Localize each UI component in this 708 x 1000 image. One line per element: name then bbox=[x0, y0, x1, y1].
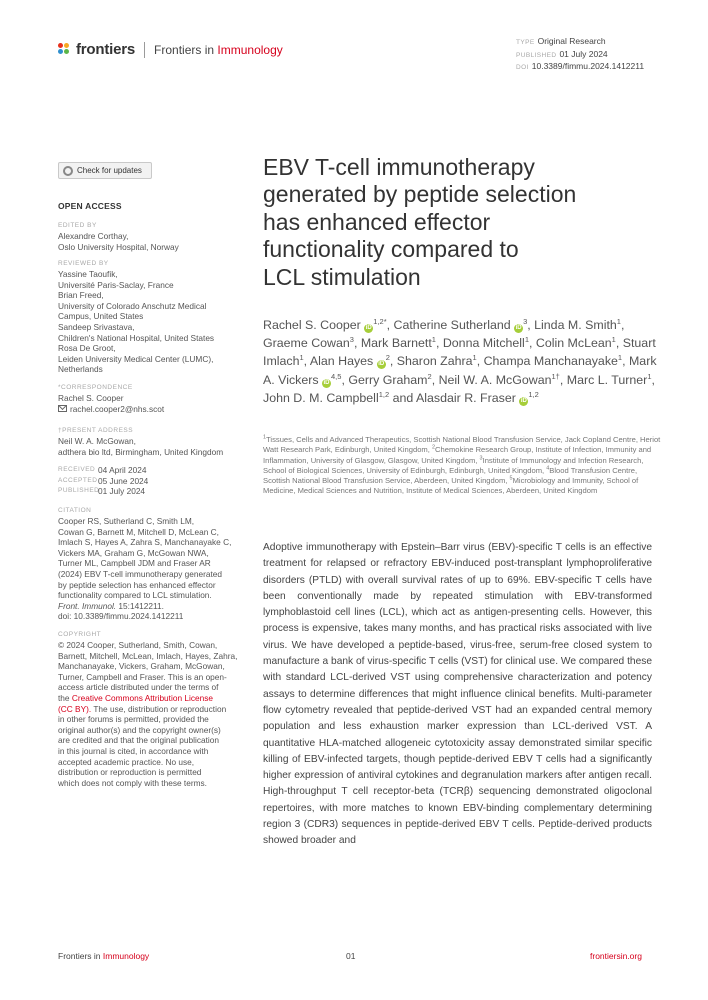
affiliation-sup: 4 bbox=[546, 465, 550, 472]
author-name[interactable]: Graeme Cowan bbox=[263, 336, 350, 351]
reviewers: Yassine Taoufik, Université Paris-Saclay, France Brian Freed, University of Colorado Anschutz Medical Campus, United States Sandeep Srivastava, Children's National Hospital, United States Rosa De Groot, Leiden University Medical Center (LUMC), Netherlands bbox=[58, 269, 215, 375]
affiliation-text: Blood Transfusion Centre, Scottish National Blood Transfusion Service, Aberdeen, United Kingdom, bbox=[263, 465, 638, 486]
author-affiliation-sup: 1 bbox=[472, 353, 477, 363]
affiliation-sup: 2 bbox=[431, 444, 436, 451]
meta-doi: DOI 10.3389/fimmu.2024.1412211 bbox=[516, 61, 645, 71]
abstract: Adoptive immunotherapy with Epstein–Barr virus (EBV)-specific T cells is an effective treatment for relapsed or refractory EBV-induced post-transplant lymphoproliferative disorders (PTLD) with overall survival rates of up to 69%. EBV-specific T cells have been conventionally made by repeated stimulation with EBV-transformed lymphoblastoid cell lines (LCL), which act as antigen-presenting cells. However, this process is expensive, takes many months, and has practical risks associated with live virus. We have developed a peptide-based, virus-free, serum-free closed system to manufacture a bank of virus-specific T cells (VST) for clinical use. We compared these with standard LCL-derived VST using comprehensive characterization and potency assays to determine differences that might influence clinical benefits. Multi-parameter flow cytometry revealed that peptide-derived VST had an expanded central memory population and less exhaustion marker expression than LCL-derived VST. A quantitative HLA-matched allogeneic cytotoxicity assay demonstrated similar specific killing of EBV-infected targets, though peptide-derived EBV T cells had a significantly higher expression of antiviral cytokines and degranulation markers after antigen recall. High-throughput T cell receptor-beta (TCRβ) sequencing demonstrated oligoclonal repertoires, with more matches to known EBV-binding complementary determining region 3 (CDR3) sequences in peptide-derived EBV T cells. Peptide-derived products showed broader and bbox=[263, 542, 652, 847]
license-link[interactable]: Creative Commons Attribution License bbox=[71, 692, 213, 703]
affiliation-sup: 3 bbox=[479, 455, 483, 462]
author-name[interactable]: Neil W. A. McGowan bbox=[438, 372, 552, 387]
check-for-updates-button[interactable] bbox=[58, 162, 152, 179]
author-name[interactable]: Sharon Zahra bbox=[396, 354, 473, 369]
author-name[interactable]: Mark Barnett bbox=[360, 336, 432, 351]
refresh-icon bbox=[63, 166, 73, 176]
affiliation-text: Tissues, Cells and Advanced Therapeutics, Scottish National Blood Transfusion Service, Jack Copland Centre, Heriot Watt Research Park, Edinburgh, United Kingdom, bbox=[263, 435, 661, 455]
author-name[interactable]: Colin McLean bbox=[535, 336, 612, 351]
author-affiliation-sup: 1,2* bbox=[373, 316, 387, 326]
check-for-updates-label: Check for updates bbox=[77, 166, 142, 175]
author-name[interactable]: Mark A. Vickers bbox=[263, 354, 657, 387]
author-affiliation-sup: 2 bbox=[427, 371, 432, 381]
journal-title: Immunology bbox=[217, 42, 283, 57]
correspondence-section: *CORRESPONDENCE Rachel S. Cooper rachel.cooper2@nhs.scot bbox=[58, 383, 240, 414]
author-list: Rachel S. Cooper $iD^{1,2*}$, Catherine Sutherland $iD^3$, Linda M. Smith$^1$, Graeme Cowan$^3$, Mark Barnett$^1$, Donna Mitchell$^1$, Colin McLean$^1$, Stuart Imlach$^1$, Alan Hayes $iD^2$, Sharon Zahra$^1$, Champa Manchanayake$^1$, Mark A. Vickers iD$^{4,5}$, Gerry Graham$^2$, Neil W. A. McGowan$^{1\dagger}$, Marc L. Turner$^1$, John D. M. Campbell$^{1,2}$ and Alasdair R. Fraser iD$^{1,2}$ bbox=[263, 316, 657, 405]
affiliation-text: Microbiology and Immunity, School of Medicine, Medical Sciences and Nutrition, Institute of Medical Sciences, Aberdeen, United Kingdom bbox=[263, 476, 639, 496]
doi-link[interactable]: 10.3389/fimmu.2024.1412211 bbox=[531, 61, 645, 71]
editor: Alexandre Corthay, Oslo University Hospital, Norway bbox=[58, 231, 179, 252]
author-name[interactable]: Catherine Sutherland bbox=[393, 318, 511, 332]
citation-section: CITATION Cooper RS, Sutherland C, Smith LM, Cowan G, Barnett M, Mitchell D, McLean C, Imlach S, Hayes A, Zahra S, Manchanayake C, Vickers MA, Graham G, McGowan NWA, Turner ML, Campbell JDM and Fraser AR (2024) EBV T-cell immunotherapy generated by peptide selection has enhanced effector functionality compared to LCL stimulation. Front. Immunol. 15:1412211. doi: 10.3389/fimmu.2024.1412211 bbox=[58, 506, 240, 622]
frontiers-logo-icon bbox=[58, 43, 72, 57]
page-number: 01 bbox=[346, 951, 356, 961]
author-name[interactable]: Gerry Graham bbox=[348, 372, 428, 387]
author-affiliation-sup: 1 bbox=[617, 353, 623, 363]
orcid-icon[interactable]: iD bbox=[520, 397, 527, 404]
author-affiliation-sup: 1,2 bbox=[528, 389, 539, 399]
author-name[interactable]: Alasdair R. Fraser bbox=[416, 390, 516, 405]
article-title: EBV T-cell immunotherapy generated by peptide selection has enhanced effector functionality compared to LCL stimulation bbox=[263, 154, 577, 290]
affiliation-sup: 1 bbox=[263, 434, 267, 441]
copyright-section: COPYRIGHT © 2024 Cooper, Sutherland, Smith, Cowan, Barnett, Mitchell, McLean, Imlach, Hayes, Zahra, Manchanayake, Vickers, Graham, McGowan, Turner, Campbell and Fraser. This is an open- access article distributed under the terms of the Creative Commons Attribution License (CC BY). The use, distribution or reproduction in other forums is permitted, provided the original author(s) and the copyright owner(s) are credited and that the original publication in this journal is cited, in accordance with accepted academic practice. No use, distribution or reproduction is permitted which does not comply with these terms. bbox=[58, 631, 238, 788]
author-name[interactable]: Marc L. Turner bbox=[566, 372, 648, 387]
orcid-icon[interactable]: iD bbox=[378, 361, 385, 368]
footer-journal: Frontiers in Immunology bbox=[58, 951, 150, 961]
author-name[interactable]: John D. M. Campbell bbox=[263, 390, 379, 405]
author-affiliation-sup: 1 bbox=[524, 335, 529, 345]
edited-by-section: EDITED BY Alexandre Corthay, Oslo University Hospital, Norway bbox=[58, 221, 240, 252]
author-affiliation-sup: 2 bbox=[385, 353, 390, 363]
author-name[interactable]: Rachel S. Cooper bbox=[263, 318, 361, 332]
correspondence-email[interactable]: rachel.cooper2@nhs.scot bbox=[70, 403, 165, 414]
accepted-date: 05 June 2024 bbox=[98, 475, 149, 486]
correspondence-email-row[interactable] bbox=[58, 404, 240, 415]
author-affiliation-sup: 4,5 bbox=[331, 371, 342, 381]
affiliation-text: Chemokine Research Group, Institute of Infection, Immunity and Inflammation, University of Glasgow, Glasgow, United Kingdom, bbox=[263, 445, 652, 465]
author-affiliation-sup: 1† bbox=[551, 371, 560, 381]
orcid-icon[interactable]: iD bbox=[323, 379, 330, 386]
history-section: RECEIVED 04 April 2024 ACCEPTED 05 June 2024 PUBLISHED 01 July 2024 bbox=[58, 465, 149, 497]
reviewed-by-section: REVIEWED BY Yassine Taoufik, Université Paris-Saclay, France Brian Freed, University of Colorado Anschutz Medical Campus, United States Sandeep Srivastava, Children's National Hospital, United States Rosa De Groot, Leiden University Medical Center (LUMC), Netherlands bbox=[58, 259, 240, 375]
envelope-icon bbox=[58, 405, 67, 412]
citation-journal: Front. Immunol. bbox=[58, 600, 117, 611]
footer-site-link[interactable]: frontiersin.org bbox=[590, 951, 642, 961]
publisher-logo[interactable] bbox=[58, 41, 283, 58]
author-name[interactable]: Linda M. Smith bbox=[534, 318, 617, 332]
journal-name bbox=[154, 43, 283, 57]
author-affiliation-sup: 1 bbox=[611, 335, 616, 345]
author-affiliation-sup: 1 bbox=[299, 353, 304, 363]
journal-prefix: Frontiers in bbox=[154, 42, 215, 57]
article-meta bbox=[516, 36, 644, 74]
author-affiliation-sup: 3 bbox=[349, 335, 354, 345]
received-date: 04 April 2024 bbox=[98, 465, 147, 475]
author-name[interactable]: Champa Manchanayake bbox=[483, 354, 618, 369]
published-date: 01 July 2024 bbox=[98, 486, 146, 497]
author-affiliation-sup: 1 bbox=[647, 371, 652, 381]
author-name[interactable]: Donna Mitchell bbox=[442, 336, 525, 351]
header-divider bbox=[144, 42, 145, 58]
meta-published: PUBLISHED 01 July 2024 bbox=[516, 48, 608, 59]
author-affiliation-sup: 1 bbox=[616, 316, 621, 326]
present-address-section: †PRESENT ADDRESS Neil W. A. McGowan, adthera bio ltd, Birmingham, United Kingdom bbox=[58, 427, 224, 457]
brand-name: frontiers bbox=[76, 41, 136, 58]
author-affiliation-sup: 3 bbox=[523, 316, 528, 326]
affiliations bbox=[263, 435, 661, 497]
orcid-icon[interactable]: iD bbox=[515, 325, 522, 331]
author-name[interactable]: Alan Hayes bbox=[309, 354, 374, 369]
affiliation-sup: 5 bbox=[509, 475, 513, 482]
author-name[interactable]: Stuart Imlach bbox=[263, 336, 656, 369]
open-access-label: OPEN ACCESS bbox=[58, 201, 122, 211]
meta-type: TYPE Original Research bbox=[516, 36, 606, 46]
author-affiliation-sup: 1 bbox=[431, 335, 436, 345]
correspondence-name: Rachel S. Cooper bbox=[58, 393, 124, 403]
license-link-cc-by[interactable]: (CC BY). bbox=[58, 703, 92, 714]
citation-doi[interactable]: doi: 10.3389/fimmu.2024.1412211 bbox=[58, 611, 184, 622]
affiliation-text: Institute of Immunology and Infection Research, School of Biological Sciences, University of Edinburgh, Edinburgh, United Kingdom, bbox=[263, 455, 644, 475]
author-affiliation-sup: 1,2 bbox=[378, 389, 390, 399]
orcid-icon[interactable]: iD bbox=[365, 325, 372, 331]
